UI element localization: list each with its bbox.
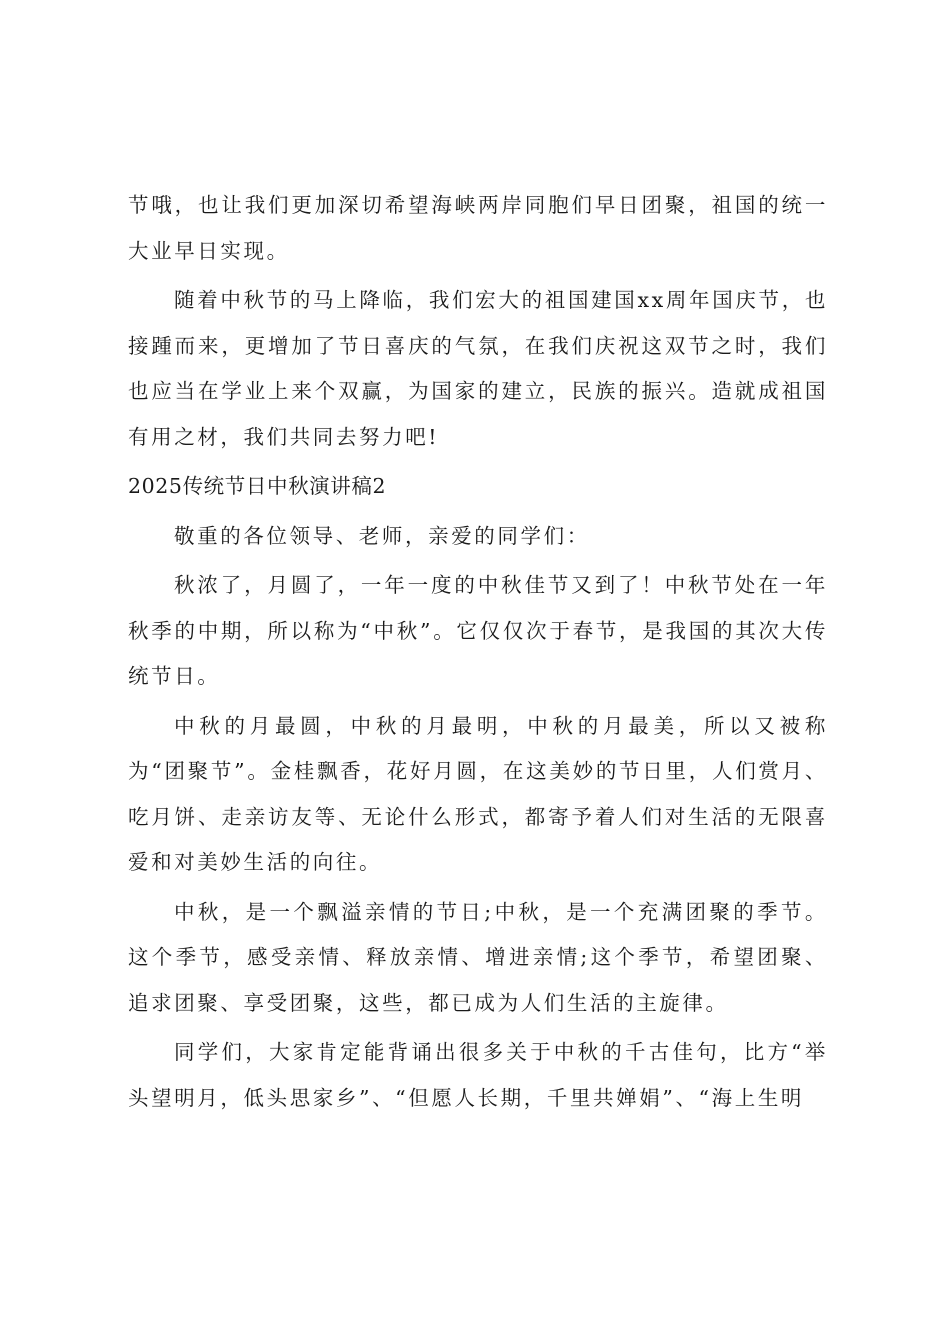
paragraph-continuation: 节哦，也让我们更加深切希望海峡两岸同胞们早日团聚，祖国的统一大业早日实现。 [128,193,828,263]
paragraph-autumn: 秋浓了，月圆了，一年一度的中秋佳节又到了！中秋节处在一年秋季的中期，所以称为“中秋”。它仅仅次于春节，是我国的其次大传统节日。 [128,573,828,688]
salutation: 敬重的各位领导、老师，亲爱的同学们： [174,523,590,548]
paragraph-moon: 中秋的月最圆，中秋的月最明，中秋的月最美，所以又被称为“团聚节”。金桂飘香，花好月圆，在这美妙的节日里，人们赏月、吃月饼、走亲访友等、无论什么形式，都寄予着人们对生活的无限喜爱和对美妙生活的向往。 [128,713,828,874]
paragraph-poems: 同学们，大家肯定能背诵出很多关于中秋的千古佳句，比方“举头望明月，低头思家乡”、“但愿人长期，千里共婵娟”、“海上生明 [128,1040,828,1110]
paragraph-national-day: 随着中秋节的马上降临，我们宏大的祖国建国xx周年国庆节，也接踵而来，更增加了节日喜庆的气氛，在我们庆祝这双节之时，我们也应当在学业上来个双赢，为国家的建立，民族的振兴。造就成祖国有用之材，我们共同去努力吧! [128,288,828,449]
paragraph-family: 中秋，是一个飘溢亲情的节日;中秋，是一个充满团聚的季节。这个季节，感受亲情、释放亲情、增进亲情;这个季节，希望团聚、追求团聚、享受团聚，这些，都已成为人们生活的主旋律。 [128,899,828,1015]
document-body [128,183,828,1121]
section-heading: 2025传统节日中秋演讲稿2 [128,474,387,498]
